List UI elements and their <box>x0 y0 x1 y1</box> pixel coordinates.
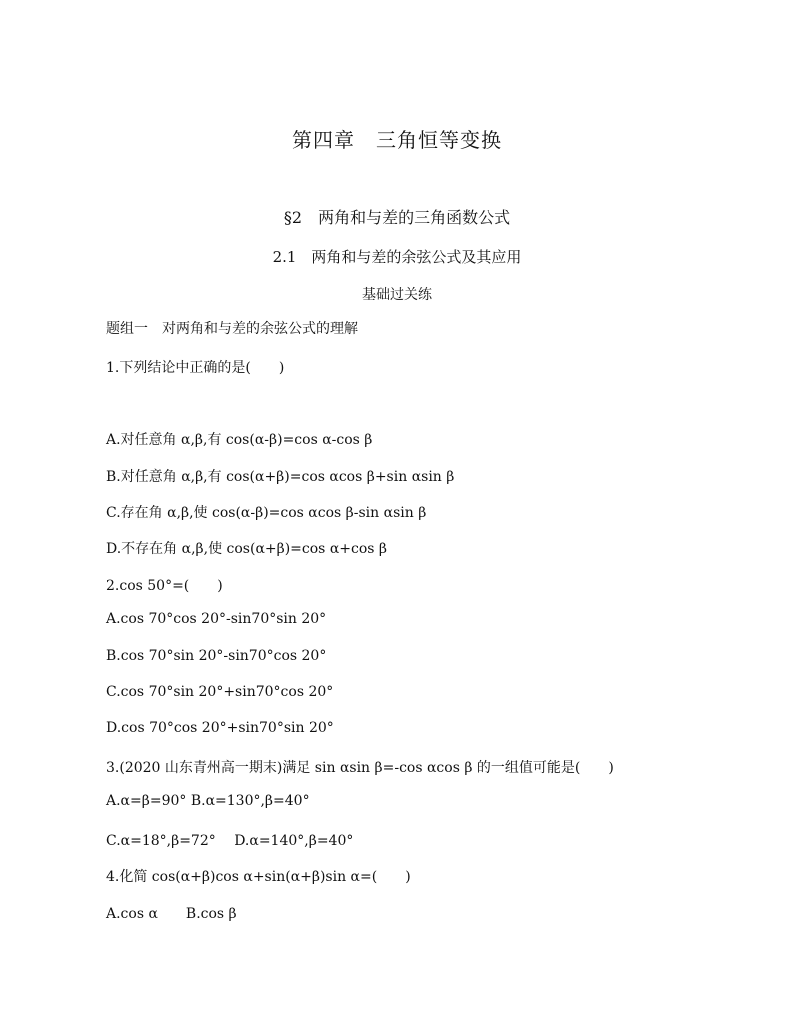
question-stem: 2.cos 50°=( ) <box>106 578 223 594</box>
option-line: B.cos 70°sin 20°-sin70°cos 20° <box>106 648 327 664</box>
option-line: A.cos 70°cos 20°-sin70°sin 20° <box>106 611 327 627</box>
option-line: D.cos 70°cos 20°+sin70°sin 20° <box>106 720 334 736</box>
question-stem: 3.(2020 山东青州高一期末)满足 sin αsin β=-cos αcos β 的一组值可能是( ) <box>106 760 614 776</box>
option-line: A.cos α B.cos β <box>106 906 237 922</box>
subsection-title: 2.1 两角和与差的余弦公式及其应用 <box>272 248 522 266</box>
option-line: A.对任意角 α,β,有 cos(α-β)=cos α-cos β <box>106 432 373 448</box>
chapter-title: 第四章 三角恒等变换 <box>292 128 502 152</box>
question-stem: 4.化简 cos(α+β)cos α+sin(α+β)sin α=( ) <box>106 869 411 885</box>
section-title: §2 两角和与差的三角函数公式 <box>283 208 511 227</box>
option-line: C.cos 70°sin 20°+sin70°cos 20° <box>106 684 334 700</box>
group-title: 题组一 对两角和与差的余弦公式的理解 <box>106 321 358 337</box>
option-line: B.对任意角 α,β,有 cos(α+β)=cos αcos β+sin αsin β <box>106 469 455 485</box>
practice-label: 基础过关练 <box>362 287 432 303</box>
option-line: A.α=β=90° B.α=130°,β=40° <box>106 793 310 809</box>
question-stem: 1.下列结论中正确的是( ) <box>106 360 285 376</box>
option-line: C.α=18°,β=72° D.α=140°,β=40° <box>106 833 354 849</box>
option-line: D.不存在角 α,β,使 cos(α+β)=cos α+cos β <box>106 541 387 557</box>
option-line: C.存在角 α,β,使 cos(α-β)=cos αcos β-sin αsin β <box>106 505 427 521</box>
